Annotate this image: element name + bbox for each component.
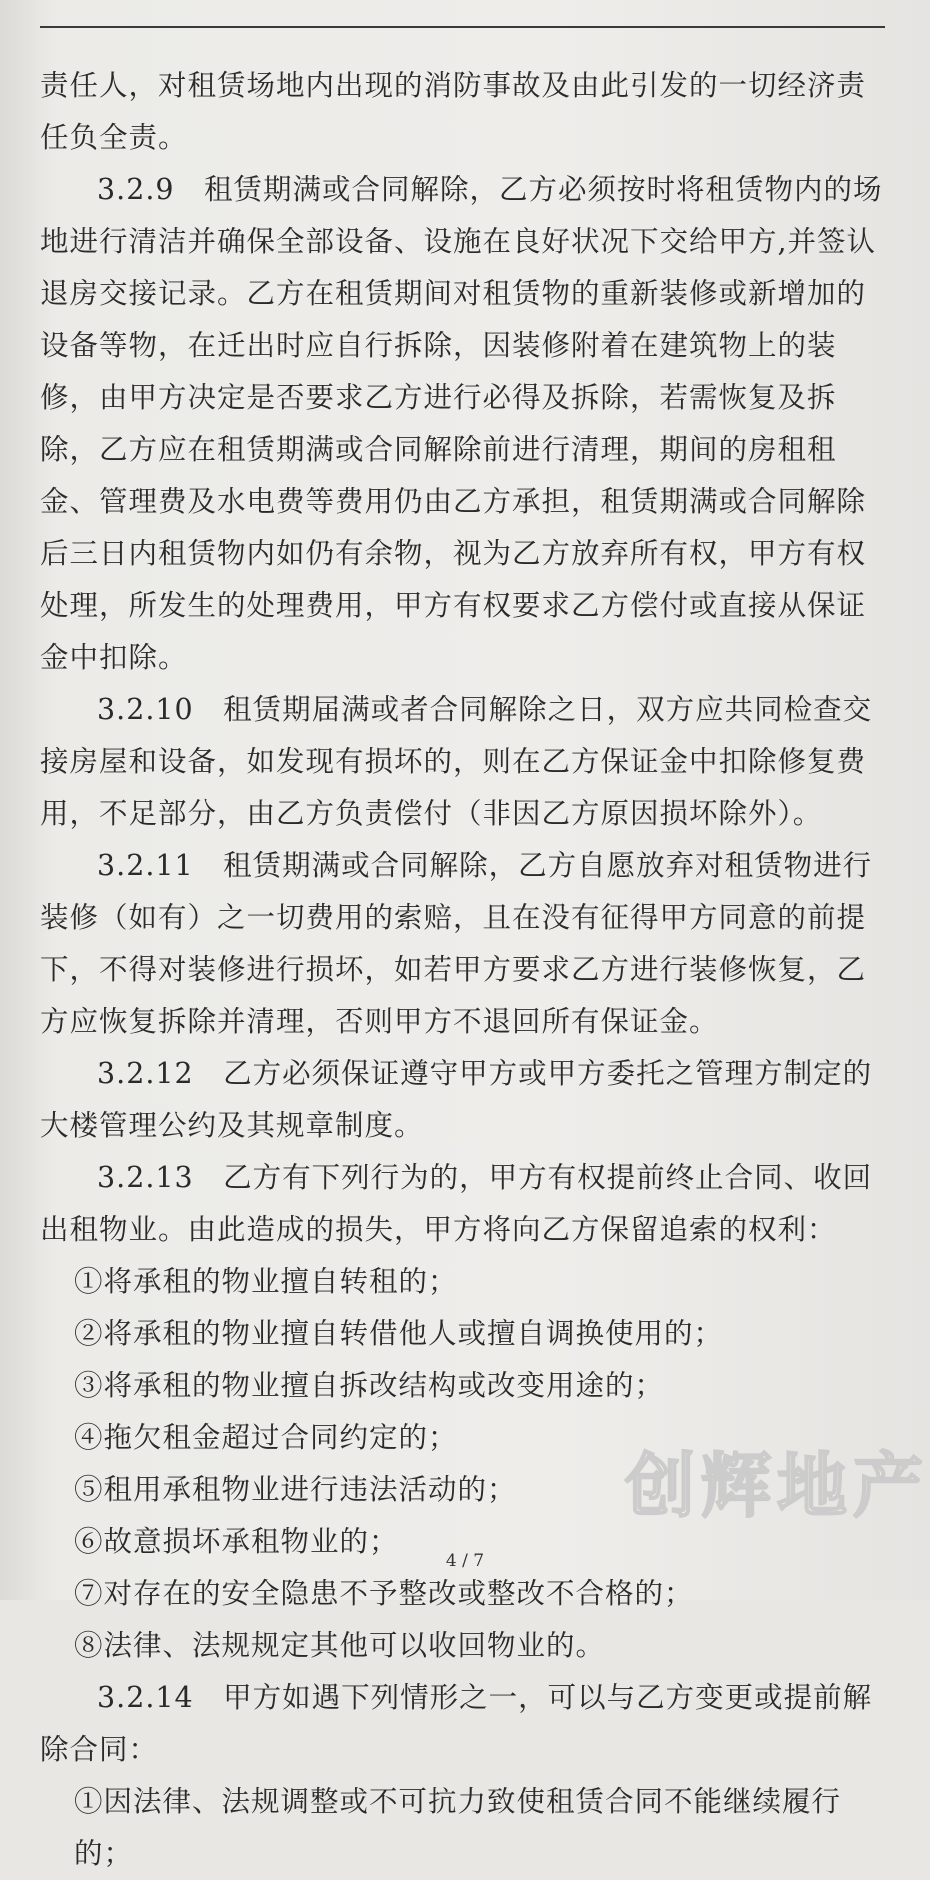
paragraph: 3.2.14 甲方如遇下列情形之一，可以与乙方变更或提前解除合同： — [40, 1681, 873, 1766]
list-item: ①将承租的物业擅自转租的； — [74, 1265, 458, 1298]
paragraph: 3.2.10 租赁期届满或者合同解除之日，双方应共同检查交接房屋和设备，如发现有损坏的，则在乙方保证金中扣除修复费用，不足部分，由乙方负责偿付（非因乙方原因损坏除外）。 — [40, 693, 873, 830]
list-item: ⑤租用承租物业进行违法活动的； — [74, 1473, 517, 1506]
paragraph: 3.2.11 租赁期满或合同解除，乙方自愿放弃对租赁物进行装修（如有）之一切费用的索赔，且在没有征得甲方同意的前提下，不得对装修进行损坏，如若甲方要求乙方进行装修恢复，乙方应恢复拆除并清理，否则甲方不退回所有保证金。 — [40, 849, 873, 1038]
watermark: 创辉地产 — [625, 1445, 929, 1527]
list-item: ④拖欠租金超过合同约定的； — [74, 1421, 458, 1454]
list-item: ①因法律、法规调整或不可抗力致使租赁合同不能继续履行的； — [74, 1785, 842, 1870]
page-number: 4 / 7 — [445, 1551, 485, 1571]
document-body — [40, 60, 888, 1880]
paragraph: 3.2.13 乙方有下列行为的，甲方有权提前终止合同、收回出租物业。由此造成的损失，甲方将向乙方保留追索的权利： — [40, 1161, 873, 1246]
header-rule — [40, 26, 885, 28]
paragraph: 3.2.9 租赁期满或合同解除，乙方必须按时将租赁物内的场地进行清洁并确保全部设备、设施在良好状况下交给甲方,并签认退房交接记录。乙方在租赁期间对租赁物的重新装修或新增加的设备等物，在迁出时应自行拆除，因装修附着在建筑物上的装修，由甲方决定是否要求乙方进行必得及拆除，若需恢复及拆除，乙方应在租赁期满或合同解除前进行清理，期间的房租租金、管理费及水电费等费用仍由乙方承担，租赁期满或合同解除后三日内租赁物内如仍有余物，视为乙方放弃所有权，甲方有权处理，所发生的处理费用，甲方有权要求乙方偿付或直接从保证金中扣除。 — [40, 173, 883, 674]
list-item: ⑧法律、法规规定其他可以收回物业的。 — [74, 1629, 606, 1662]
paragraph: 3.2.12 乙方必须保证遵守甲方或甲方委托之管理方制定的大楼管理公约及其规章制度。 — [40, 1057, 873, 1142]
list-item: ⑦对存在的安全隐患不予整改或整改不合格的； — [74, 1577, 694, 1610]
list-item: ③将承租的物业擅自拆改结构或改变用途的； — [74, 1369, 665, 1402]
list-item: ⑥故意损坏承租物业的； — [74, 1525, 399, 1558]
paragraph: 责任人，对租赁场地内出现的消防事故及由此引发的一切经济责任负全责。 — [40, 69, 867, 154]
list-item: ②将承租的物业擅自转借他人或擅自调换使用的； — [74, 1317, 724, 1350]
